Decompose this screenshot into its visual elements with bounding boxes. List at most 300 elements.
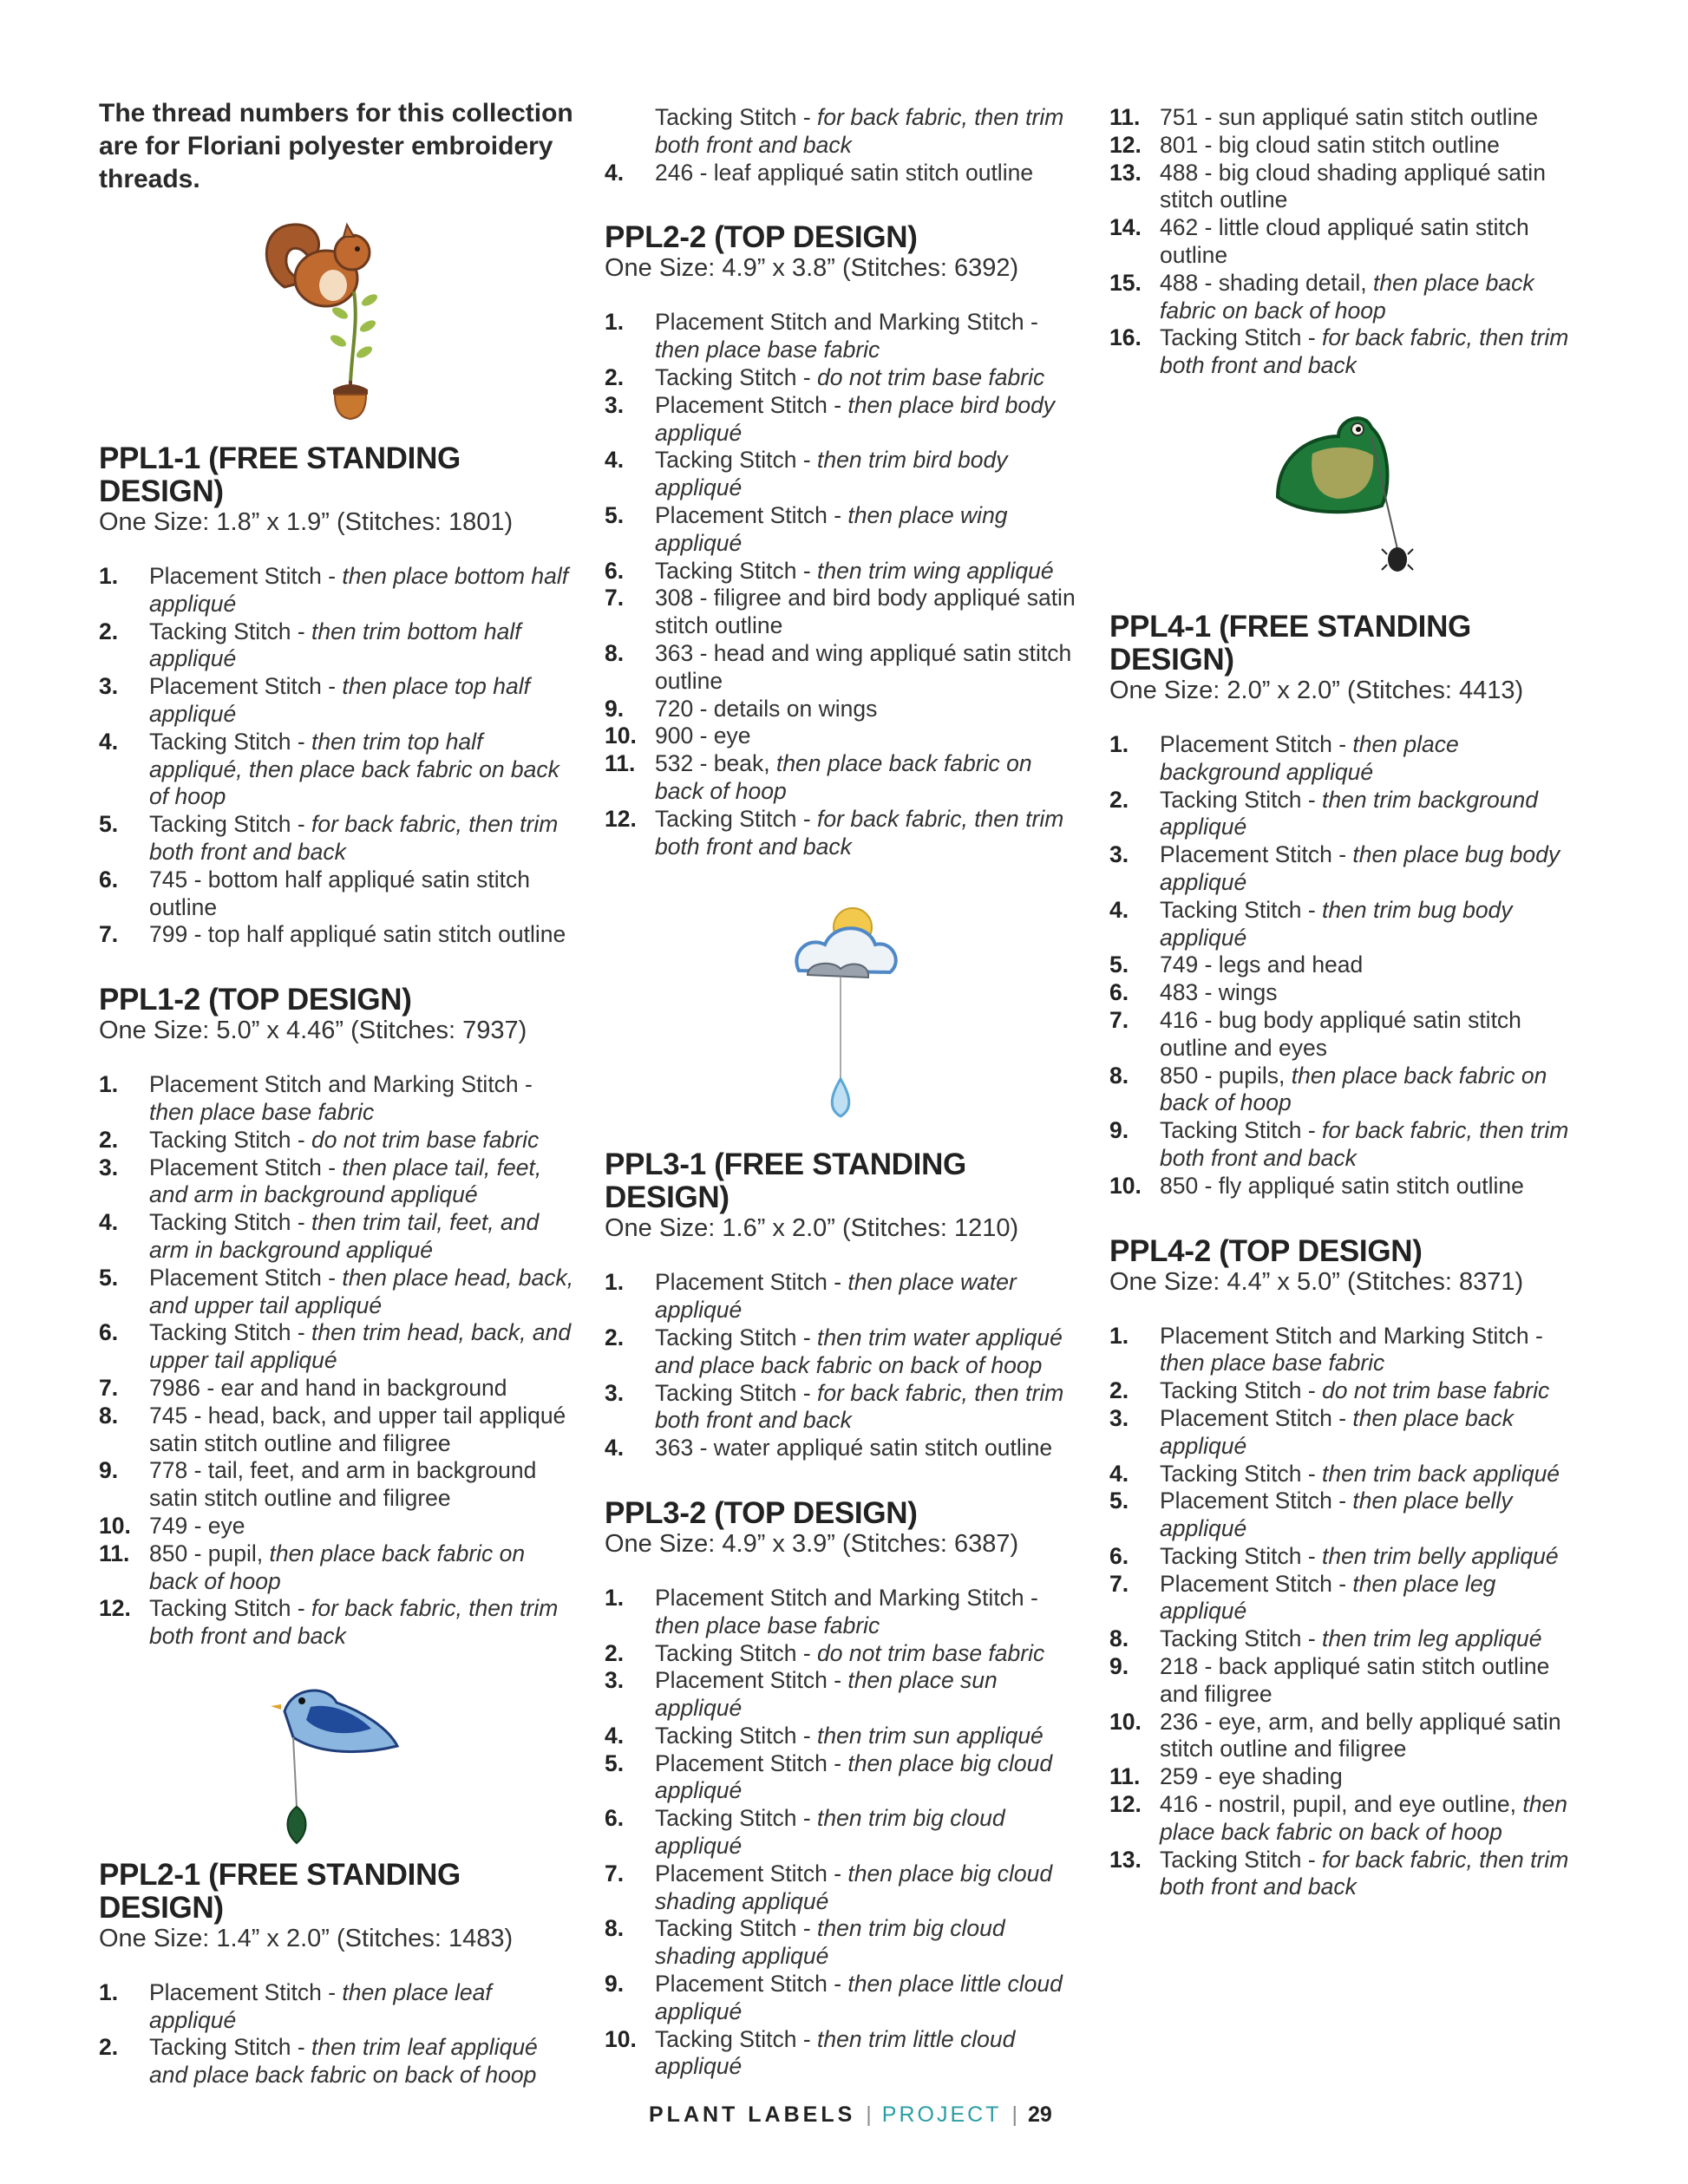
step-item (1109, 160, 1585, 215)
step-number: 13. (1109, 1846, 1142, 1873)
step-text: 801 - big cloud satin stitch outline (1160, 131, 1500, 158)
step-instruction: then place little cloud appliqué (655, 1971, 1063, 2024)
step-text: 483 - wings (1160, 979, 1278, 1006)
step-number: 16. (1109, 324, 1142, 351)
sun-cloud-illustration (605, 888, 1080, 1140)
step-instruction: then place top half appliqué (149, 673, 530, 727)
step-number: 7. (605, 1860, 625, 1886)
section-size: One Size: 1.6” x 2.0” (Stitches: 1210) (605, 1214, 1019, 1243)
step-number: 10. (605, 723, 637, 749)
step-item (605, 1915, 1080, 1971)
cloud-icon (773, 893, 912, 1135)
step-instruction: then place base fabric (1160, 1350, 1385, 1376)
step-instruction: then place bug body appliqué (1160, 841, 1560, 895)
page-footer (649, 2097, 1052, 2132)
step-instruction: then trim leg appliqué (1322, 1625, 1542, 1652)
footer-separator: | (1011, 2102, 1017, 2127)
step-number: 14. (1109, 214, 1142, 241)
footer-section: PROJECT (881, 2102, 1002, 2127)
step-instruction: then trim top half appliqué, then place back fabric on back of hoop (149, 728, 559, 810)
step-item (605, 1585, 1080, 1640)
step-number: 4. (605, 1722, 625, 1749)
step-text: Tacking Stitch - (149, 2034, 312, 2061)
step-number: 5. (1109, 1488, 1129, 1514)
section-size: One Size: 5.0” x 4.46” (Stitches: 7937) (99, 1017, 527, 1045)
step-text: 745 - head, back, and upper tail appliqué satin stitch outline and filigree (149, 1402, 566, 1456)
step-item (605, 1667, 1080, 1723)
section-ppl4-1 (1109, 611, 1585, 1200)
page-number: 29 (1027, 2102, 1052, 2127)
step-item (605, 1269, 1080, 1324)
step-text: 246 - leaf appliqué satin stitch outline (655, 159, 1034, 186)
step-text: Tacking Stitch - (655, 557, 818, 584)
step-text: Tacking Stitch - (1160, 1377, 1323, 1404)
section-ppl3-2 (605, 1497, 1080, 2081)
step-item (1109, 951, 1585, 979)
step-number: 3. (99, 673, 119, 700)
step-text: Placement Stitch - (149, 673, 343, 700)
step-number: 9. (605, 695, 625, 722)
step-text: 416 - nostril, pupil, and eye outline, (1160, 1791, 1523, 1818)
step-text: Tacking Stitch - (655, 1805, 818, 1832)
step-instruction: then place back fabric on back of hoop (149, 1540, 526, 1594)
step-text: Tacking Stitch - (149, 811, 312, 838)
step-text: Placement Stitch - (655, 391, 848, 418)
step-instruction: then trim head, back, and upper tail appliqué (149, 1319, 572, 1374)
step-item (1109, 1847, 1585, 1902)
step-item (605, 309, 1080, 364)
section-size: One Size: 4.9” x 3.9” (Stitches: 6387) (605, 1529, 1019, 1558)
step-text: Placement Stitch - (655, 1749, 848, 1776)
step-item (99, 1154, 574, 1210)
step-text: Placement Stitch - (655, 1971, 848, 1998)
step-number: 6. (605, 557, 625, 584)
section-title: PPL3-1 (FREE STANDING DESIGN) (605, 1148, 966, 1215)
step-item (1109, 132, 1585, 160)
step-text: Placement Stitch - (1160, 1570, 1353, 1597)
step-text: Placement Stitch - (1160, 1488, 1353, 1514)
step-instruction: then trim bottom half appliqué (149, 618, 521, 672)
squirrel-acorn-illustration (99, 206, 574, 423)
step-text: Tacking Stitch - (655, 363, 818, 390)
step-number: 2. (99, 618, 119, 644)
step-number: 3. (1109, 1404, 1129, 1431)
step-number: 12. (99, 1595, 131, 1622)
step-text: 7986 - ear and hand in background (149, 1374, 507, 1401)
step-text: 236 - eye, arm, and belly appliqué satin stitch outline and filigree (1160, 1708, 1561, 1762)
step-instruction: do not trim base fabric (311, 1126, 540, 1153)
step-number: 3. (605, 1379, 625, 1406)
step-number: 1. (605, 1269, 625, 1296)
left-column (99, 97, 574, 2089)
step-text: 850 - pupil, (149, 1540, 270, 1566)
step-instruction: do not trim base fabric (817, 363, 1045, 390)
step-number: 5. (605, 501, 625, 528)
step-instruction: then place big cloud appliqué (655, 1749, 1053, 1804)
step-instruction: for back fabric, then trim both front and back (1160, 1117, 1569, 1171)
step-item (99, 1375, 574, 1403)
step-text: 462 - little cloud appliqué satin stitch outline (1160, 214, 1529, 268)
step-number: 2. (99, 1126, 119, 1153)
step-text: Placement Stitch and Marking Stitch - (149, 1071, 533, 1098)
step-item (99, 1209, 574, 1265)
section-size: One Size: 4.9” x 3.8” (Stitches: 6392) (605, 254, 1019, 283)
step-text: Tacking Stitch - (1160, 1460, 1323, 1487)
step-text: Placement Stitch and Marking Stitch - (655, 309, 1038, 336)
step-item (605, 104, 1080, 160)
step-instruction: then place back fabric on back of hoop (655, 750, 1032, 804)
step-number: 11. (99, 1540, 130, 1566)
step-text: Tacking Stitch - (655, 104, 818, 130)
step-text: Placement Stitch and Marking Stitch - (1160, 1322, 1543, 1349)
step-item (605, 696, 1080, 723)
step-item (1109, 1063, 1585, 1118)
step-number: 4. (605, 1435, 625, 1461)
step-text: Placement Stitch - (149, 1264, 343, 1291)
step-number: 7. (99, 921, 119, 948)
step-item (99, 866, 574, 922)
step-item (1109, 841, 1585, 897)
bird-icon (258, 1677, 415, 1850)
step-instruction: then place sun appliqué (655, 1667, 998, 1722)
footer-separator: | (866, 2102, 872, 2127)
steps-list (1109, 1323, 1585, 1902)
step-instruction: for back fabric, then trim both front and back (149, 1595, 559, 1650)
step-item (1109, 1461, 1585, 1488)
step-number: 1. (99, 563, 119, 589)
step-text: Tacking Stitch - (1160, 1117, 1323, 1144)
section-title: PPL2-1 (FREE STANDING DESIGN) (99, 1857, 461, 1925)
step-item (99, 1319, 574, 1375)
step-item (1109, 1763, 1585, 1791)
step-item (99, 1127, 574, 1154)
steps-list (99, 1979, 574, 2089)
step-number: 8. (605, 1915, 625, 1942)
step-number: 6. (605, 1805, 625, 1832)
step-item (99, 921, 574, 949)
step-text: 799 - top half appliqué satin stitch outline (149, 921, 566, 948)
steps-list (605, 1269, 1080, 1462)
step-item (605, 1380, 1080, 1435)
step-item (1109, 1625, 1585, 1653)
step-number: 2. (605, 363, 625, 390)
step-number: 3. (99, 1154, 119, 1180)
steps-list (1109, 731, 1585, 1200)
step-number: 1. (99, 1978, 119, 2005)
squirrel-icon (250, 209, 423, 422)
step-number: 1. (1109, 730, 1129, 757)
section-ppl1-2 (99, 984, 574, 1651)
step-number: 3. (605, 391, 625, 418)
step-text: Placement Stitch - (655, 1860, 848, 1886)
step-text: Tacking Stitch - (1160, 324, 1323, 351)
step-item (1109, 1007, 1585, 1063)
step-number: 10. (99, 1512, 131, 1539)
step-number: 7. (605, 585, 625, 611)
step-instruction: then trim big cloud appliqué (655, 1805, 1005, 1860)
step-instruction: do not trim base fabric (817, 1639, 1045, 1666)
step-text: 751 - sun appliqué satin stitch outline (1160, 104, 1539, 130)
step-instruction: then place back appliqué (1160, 1404, 1515, 1459)
step-item (99, 618, 574, 674)
middle-column (605, 104, 1080, 2081)
step-instruction: then trim bird body appliqué (655, 447, 1008, 501)
step-number: 5. (99, 1264, 119, 1291)
step-number: 9. (605, 1971, 625, 1998)
step-text: Tacking Stitch - (1160, 1846, 1323, 1873)
step-text: Placement Stitch - (1160, 730, 1353, 757)
bird-leaf-illustration (99, 1677, 574, 1850)
step-text: Tacking Stitch - (149, 1126, 312, 1153)
step-text: Tacking Stitch - (655, 1915, 818, 1942)
step-item (99, 1979, 574, 2035)
step-text: Placement Stitch - (149, 1978, 343, 2005)
step-instruction: then trim leaf appliqué and place back fabric on back of hoop (149, 2034, 538, 2089)
step-number: 8. (99, 1402, 119, 1429)
step-text: Tacking Stitch - (149, 1595, 312, 1622)
step-number: 6. (1109, 1542, 1129, 1569)
step-number: 12. (605, 805, 637, 832)
step-number: 4. (99, 728, 119, 755)
step-text: 749 - legs and head (1160, 951, 1364, 978)
step-item (99, 673, 574, 729)
step-instruction: then trim sun appliqué (817, 1722, 1044, 1749)
step-text: 308 - filigree and bird body appliqué satin stitch outline (655, 585, 1076, 639)
step-item (99, 1071, 574, 1127)
step-item (1109, 1571, 1585, 1626)
step-item (99, 1540, 574, 1596)
step-text: 532 - beak, (655, 750, 776, 777)
step-item (1109, 787, 1585, 842)
step-number: 1. (605, 1584, 625, 1611)
step-number: 7. (1109, 1006, 1129, 1033)
step-item (1109, 731, 1585, 787)
step-text: 778 - tail, feet, and arm in background satin stitch outline and filigree (149, 1457, 537, 1512)
step-number: 1. (99, 1071, 119, 1098)
step-number: 6. (99, 866, 119, 893)
step-text: Placement Stitch - (655, 501, 848, 528)
step-item (1109, 1117, 1585, 1173)
section-ppl2-1 (99, 1859, 574, 2089)
step-item (1109, 1653, 1585, 1709)
section-title: PPL4-2 (TOP DESIGN) (1109, 1233, 1423, 1268)
step-instruction: then trim tail, feet, and arm in background appliqué (149, 1209, 540, 1263)
step-number: 8. (1109, 1062, 1129, 1089)
step-instruction: then place water appliqué (655, 1269, 1017, 1324)
step-item (1109, 324, 1585, 380)
step-item (605, 160, 1080, 187)
step-number: 2. (1109, 786, 1129, 813)
section-title: PPL1-1 (FREE STANDING DESIGN) (99, 441, 461, 508)
step-text: 900 - eye (655, 723, 751, 749)
step-text: 416 - bug body appliqué satin stitch outline and eyes (1160, 1006, 1521, 1061)
step-instruction: then place back fabric on back of hoop (1160, 1062, 1547, 1116)
step-number: 12. (1109, 131, 1142, 158)
section-size: One Size: 4.4” x 5.0” (Stitches: 8371) (1109, 1267, 1524, 1296)
step-instruction: then place bottom half appliqué (149, 563, 569, 617)
section-size: One Size: 1.4” x 2.0” (Stitches: 1483) (99, 1924, 514, 1952)
step-item (605, 585, 1080, 640)
step-item (605, 1750, 1080, 1806)
step-number: 5. (99, 811, 119, 838)
step-text: Tacking Stitch - (655, 1639, 818, 1666)
step-number: 2. (99, 2034, 119, 2061)
step-instruction: then place back fabric on back of hoop (1160, 269, 1534, 324)
step-text: Tacking Stitch - (1160, 786, 1323, 813)
section-title: PPL1-2 (TOP DESIGN) (99, 983, 412, 1017)
step-number: 12. (1109, 1791, 1142, 1818)
step-number: 9. (99, 1457, 119, 1484)
step-number: 4. (1109, 1460, 1129, 1487)
steps-list (605, 309, 1080, 860)
step-number: 2. (605, 1639, 625, 1666)
step-item (99, 563, 574, 618)
step-number: 2. (605, 1324, 625, 1350)
step-number: 13. (1109, 159, 1142, 186)
step-item (1109, 979, 1585, 1007)
section-size: One Size: 1.8” x 1.9” (Stitches: 1801) (99, 508, 514, 536)
step-item (99, 1595, 574, 1651)
step-number: 3. (1109, 841, 1129, 868)
step-text: Tacking Stitch - (1160, 1625, 1323, 1652)
step-instruction: then trim back appliqué (1322, 1460, 1560, 1487)
step-item (605, 1324, 1080, 1380)
step-number: 6. (1109, 979, 1129, 1006)
step-text: 850 - fly appliqué satin stitch outline (1160, 1172, 1524, 1199)
section-ppl1-1 (99, 442, 574, 949)
section-ppl3-1 (605, 1148, 1080, 1462)
step-text: 850 - pupils, (1160, 1062, 1292, 1089)
step-item (605, 447, 1080, 502)
step-number: 4. (99, 1209, 119, 1236)
step-number: 8. (605, 639, 625, 666)
step-instruction: for back fabric, then trim both front and back (149, 811, 559, 865)
step-text: Tacking Stitch - (655, 805, 818, 832)
section-ppl2-2 (605, 221, 1080, 860)
step-text: Tacking Stitch - (655, 2025, 818, 2052)
step-item (99, 1265, 574, 1320)
step-number: 15. (1109, 269, 1142, 296)
step-instruction: then place leaf appliqué (149, 1978, 492, 2033)
step-text: 218 - back appliqué satin stitch outline and filigree (1160, 1653, 1550, 1707)
step-item (605, 364, 1080, 392)
step-text: 363 - head and wing appliqué satin stitch outline (655, 639, 1072, 694)
step-item (1109, 1543, 1585, 1571)
step-text: Tacking Stitch - (655, 447, 818, 474)
steps-list (99, 563, 574, 949)
step-number: 6. (99, 1319, 119, 1346)
step-number: 4. (605, 447, 625, 474)
step-number: 4. (1109, 896, 1129, 923)
step-instruction: then place tail, feet, and arm in background appliqué (149, 1154, 542, 1208)
step-instruction: then trim background appliqué (1160, 786, 1538, 840)
step-instruction: then place base fabric (655, 1612, 880, 1638)
step-text: Tacking Stitch - (1160, 896, 1323, 923)
step-instruction: then place head, back, and upper tail appliqué (149, 1264, 574, 1318)
step-instruction: then place big cloud shading appliqué (655, 1860, 1053, 1914)
step-item (605, 1435, 1080, 1462)
step-number: 10. (605, 2025, 637, 2052)
step-instruction: for back fabric, then trim both front and back (1160, 1846, 1569, 1900)
step-instruction: then place wing appliqué (655, 501, 1008, 556)
step-number: 9. (1109, 1117, 1129, 1144)
step-text: Tacking Stitch - (655, 1722, 818, 1749)
step-item (1109, 1377, 1585, 1405)
step-instruction: then place bird body appliqué (655, 391, 1056, 446)
step-instruction: for back fabric, then trim both front and back (655, 1379, 1064, 1434)
step-instruction: for back fabric, then trim both front and back (655, 104, 1064, 158)
step-text: Placement Stitch - (149, 1154, 343, 1180)
step-instruction: then trim bug body appliqué (1160, 896, 1513, 951)
step-instruction: then place belly appliqué (1160, 1488, 1513, 1542)
step-number: 2. (1109, 1377, 1129, 1404)
step-text: 745 - bottom half appliqué satin stitch outline (149, 866, 530, 920)
step-text: Tacking Stitch - (1160, 1542, 1323, 1569)
section-title: PPL4-1 (FREE STANDING DESIGN) (1109, 609, 1471, 677)
step-item (99, 729, 574, 811)
step-instruction: for back fabric, then trim both front and back (655, 805, 1064, 860)
section-title: PPL2-2 (TOP DESIGN) (605, 220, 918, 255)
step-item (605, 750, 1080, 806)
step-instruction: then place base fabric (655, 337, 880, 363)
step-text: 488 - shading detail, (1160, 269, 1374, 296)
step-text: Placement Stitch - (149, 563, 343, 589)
frog-bug-illustration (1109, 397, 1585, 588)
step-item (605, 1971, 1080, 2026)
step-item (1109, 104, 1585, 132)
step-number: 5. (605, 1749, 625, 1776)
step-item (605, 806, 1080, 861)
step-item (605, 1640, 1080, 1668)
step-item (605, 392, 1080, 448)
step-item (605, 2026, 1080, 2082)
steps-list (99, 1071, 574, 1651)
step-number: 5. (1109, 951, 1129, 978)
step-item (1109, 270, 1585, 325)
step-item (99, 811, 574, 866)
step-number: 7. (1109, 1570, 1129, 1597)
step-number: 3. (605, 1667, 625, 1694)
section-size: One Size: 2.0” x 2.0” (Stitches: 4413) (1109, 676, 1524, 704)
step-number: 11. (605, 750, 636, 777)
step-item (1109, 1405, 1585, 1461)
step-text: Placement Stitch - (655, 1269, 848, 1296)
step-instruction: do not trim base fabric (1322, 1377, 1550, 1404)
step-text: Tacking Stitch - (149, 728, 312, 755)
step-item (1109, 214, 1585, 270)
step-text: Tacking Stitch - (655, 1379, 818, 1406)
section-ppl4-2 (1109, 1235, 1585, 1902)
step-number: 11. (1109, 1763, 1141, 1790)
step-item (1109, 1791, 1585, 1847)
step-instruction: then trim water appliqué and place back fabric on back of hoop (655, 1324, 1063, 1378)
step-item (99, 1457, 574, 1513)
step-instruction: then trim big cloud shading appliqué (655, 1915, 1005, 1970)
step-text: Tacking Stitch - (655, 1324, 818, 1350)
step-item (605, 1723, 1080, 1750)
step-text: Tacking Stitch - (149, 1209, 312, 1236)
intro-note: The thread numbers for this collection are for Floriani polyester embroidery threads. (99, 99, 573, 193)
step-text: 259 - eye shading (1160, 1763, 1343, 1790)
step-number: 10. (1109, 1708, 1142, 1735)
step-text: 488 - big cloud shading appliqué satin stitch outline (1160, 159, 1546, 213)
footer-publication: PLANT LABELS (649, 2102, 856, 2127)
step-item (605, 723, 1080, 750)
steps-list-continued (1109, 104, 1585, 380)
step-item (1109, 1323, 1585, 1378)
frog-icon (1260, 402, 1434, 584)
step-text: Tacking Stitch - (149, 1319, 312, 1346)
